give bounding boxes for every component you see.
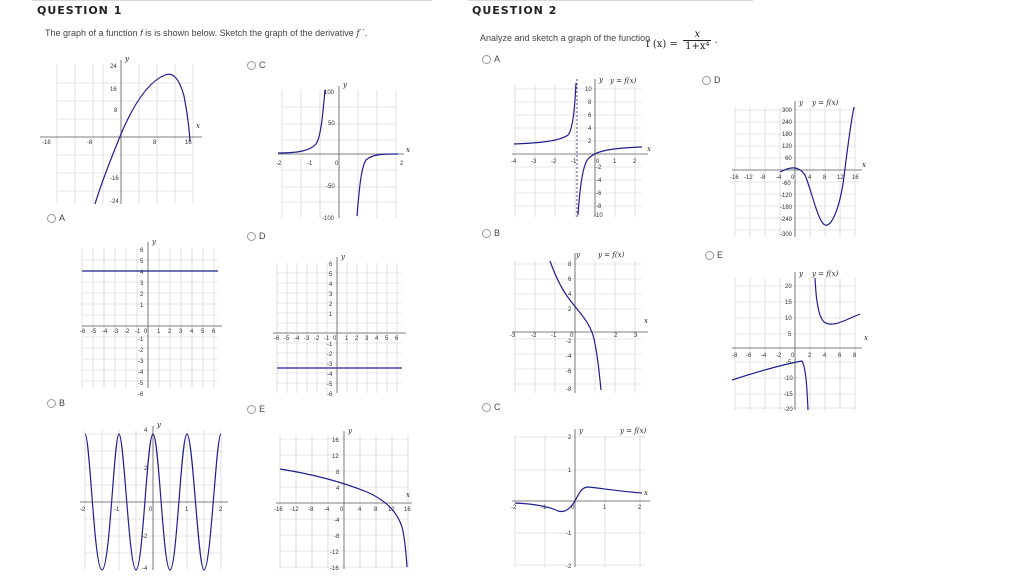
tick: 8: [853, 353, 857, 359]
tick: -1: [566, 531, 572, 537]
tick: 16: [332, 438, 339, 444]
q1-prompt-end: .: [364, 28, 367, 38]
tick: -2: [566, 564, 572, 570]
tick: 1: [140, 303, 144, 309]
tick: 8: [114, 108, 118, 114]
tick: 2: [633, 159, 637, 165]
q1-option-c[interactable]: [247, 60, 266, 70]
tick: 0: [791, 175, 795, 181]
tick: 120: [782, 144, 793, 150]
q1-graph-c: [272, 82, 412, 224]
curve-left-branch: [278, 90, 325, 153]
x-label: x: [196, 122, 200, 130]
tick: 6: [568, 277, 572, 283]
q1-prompt: [45, 28, 367, 39]
q1-option-e-label: E: [259, 404, 266, 414]
q2-graph-b: [510, 245, 655, 395]
q1-option-a[interactable]: [47, 213, 65, 223]
tick: 3: [365, 336, 369, 342]
tick: -3: [327, 362, 333, 368]
tick: -8: [566, 387, 572, 393]
q1-radio-e[interactable]: [247, 405, 256, 414]
tick: -4: [102, 329, 108, 335]
tick: -12: [290, 507, 299, 513]
curve: [515, 487, 642, 512]
curve: [550, 261, 601, 390]
tick: -20: [784, 407, 793, 413]
tick: 3: [329, 292, 333, 298]
tick: 8: [336, 470, 340, 476]
tick: 1: [613, 159, 617, 165]
y-label: y: [576, 251, 580, 259]
q1-prompt-text: The graph of a function: [45, 28, 141, 38]
tick: 4: [588, 126, 592, 132]
q2-formula: [646, 29, 718, 52]
q2-formula-lhs: f (x) =: [646, 39, 678, 50]
q1-divider: [32, 0, 432, 1]
q2-option-b-label: B: [494, 228, 501, 238]
curve-label: y = f(x): [812, 270, 839, 278]
tick: 8: [374, 507, 378, 513]
curve-right-branch: [578, 147, 642, 215]
tick: 6: [588, 113, 592, 119]
tick: -1: [571, 159, 577, 165]
q2-graph-c: [510, 425, 660, 570]
tick: -4: [596, 178, 602, 184]
x-tick-labels: [510, 333, 638, 339]
tick: -2: [124, 329, 130, 335]
tick: 2: [219, 507, 223, 513]
x-label: x: [406, 146, 410, 154]
tick: 2: [568, 307, 572, 313]
tick: -8: [334, 534, 340, 540]
curve-f: [95, 74, 190, 204]
tick: 4: [568, 292, 572, 298]
tick: 1: [185, 507, 189, 513]
curve-label: y = f(x): [610, 77, 637, 85]
q2-formula-den: 1+x⁴: [685, 41, 710, 52]
q2-option-e[interactable]: [705, 250, 723, 260]
tick: 10: [585, 87, 592, 93]
tick: -4: [294, 336, 300, 342]
tick: -6: [80, 329, 86, 335]
tick: 3: [140, 281, 144, 287]
q2-radio-e[interactable]: [705, 251, 714, 260]
tick: 0: [333, 336, 337, 342]
q2-option-c-label: C: [494, 402, 501, 412]
tick: 12: [837, 175, 844, 181]
y-label: y: [343, 81, 347, 89]
tick: -6: [746, 353, 752, 359]
tick: -4: [334, 518, 340, 524]
tick: -4: [761, 353, 767, 359]
q2-option-d[interactable]: [702, 75, 721, 85]
tick: 50: [328, 121, 335, 127]
q1-option-c-label: C: [259, 60, 266, 70]
y-tick-labels: [330, 438, 340, 572]
tick: -1: [327, 342, 333, 348]
tick: -6: [274, 336, 280, 342]
q2-option-c[interactable]: [482, 402, 501, 412]
tick: 3: [179, 329, 183, 335]
tick: 2: [568, 435, 572, 441]
tick: 100: [324, 90, 335, 96]
tick: -1: [541, 505, 547, 511]
y-tick-labels: [784, 284, 793, 413]
tick: -1: [324, 336, 330, 342]
tick: 1: [157, 329, 161, 335]
tick: 4: [375, 336, 379, 342]
q1-heading: QUESTION 1: [37, 4, 123, 17]
tick: -5: [786, 360, 792, 366]
y-tick-labels: [585, 87, 603, 219]
tick: 2: [329, 302, 333, 308]
q1-option-a-label: A: [59, 213, 66, 223]
tick: 0: [335, 161, 339, 167]
tick: 12: [332, 454, 339, 460]
tick: -1: [138, 337, 144, 343]
tick: -2: [596, 165, 602, 171]
q2-divider: [468, 0, 753, 1]
tick: 240: [782, 120, 793, 126]
tick: -3: [304, 336, 310, 342]
tick: 4: [336, 486, 340, 492]
tick: -1: [551, 333, 557, 339]
tick: -1: [114, 507, 120, 513]
tick: 4: [358, 507, 362, 513]
q2-option-e-label: E: [717, 250, 724, 260]
tick: 6: [395, 336, 399, 342]
tick: 16: [852, 175, 859, 181]
tick: -2: [314, 336, 320, 342]
q1-radio-c[interactable]: [247, 61, 256, 70]
q2-graph-e: [730, 268, 870, 413]
tick: 20: [785, 284, 792, 290]
q1-option-d[interactable]: [247, 231, 266, 241]
q1-graph-b: [80, 422, 230, 572]
curve-right-branch: [357, 154, 398, 216]
tick: -16: [330, 566, 339, 572]
q1-option-d-label: D: [259, 231, 266, 241]
y-label: y: [599, 76, 603, 84]
q2-heading: QUESTION 2: [472, 4, 558, 17]
tick: -120: [780, 193, 793, 199]
q2-graph-a: [510, 75, 655, 220]
tick: 12: [388, 507, 395, 513]
x-label: x: [864, 334, 868, 342]
q2-option-a[interactable]: [482, 54, 500, 64]
tick: 5: [329, 272, 333, 278]
tick: -240: [780, 217, 793, 223]
tick: 15: [785, 300, 792, 306]
tick: -4: [566, 354, 572, 360]
y-label: y: [341, 253, 345, 261]
tick: 6: [838, 353, 842, 359]
y-label: y: [152, 238, 156, 246]
q1-option-e[interactable]: [247, 404, 265, 414]
tick: -300: [780, 232, 793, 238]
tick: 6: [212, 329, 216, 335]
tick: 0: [149, 507, 153, 513]
q2-option-d-label: D: [714, 75, 721, 85]
tick: -5: [138, 381, 144, 387]
q2-option-a-label: A: [494, 54, 501, 64]
tick: -2: [80, 507, 86, 513]
tick: 0: [571, 505, 575, 511]
tick: -6: [596, 191, 602, 197]
tick: -2: [776, 353, 782, 359]
tick: 0: [340, 507, 344, 513]
tick: -3: [138, 359, 144, 365]
tick: 8: [588, 100, 592, 106]
tick: -2: [531, 333, 537, 339]
tick: -16: [274, 507, 283, 513]
tick: -2: [511, 505, 517, 511]
tick: 2: [614, 333, 618, 339]
q2-radio-a[interactable]: [482, 55, 491, 64]
y-tick-labels: [566, 262, 572, 393]
tick: -6: [327, 392, 333, 398]
tick: 300: [782, 108, 793, 114]
tick: -16: [110, 176, 119, 182]
grid: [515, 261, 642, 393]
tick: -6: [566, 369, 572, 375]
tick: -4: [142, 566, 148, 572]
curve-label: y = f(x): [598, 251, 625, 259]
tick: -6: [138, 392, 144, 398]
tick: 3: [634, 333, 638, 339]
tick: -10: [784, 376, 793, 382]
q2-formula-end: .: [714, 35, 718, 46]
x-label: x: [862, 161, 866, 169]
tick: -10: [594, 213, 603, 219]
tick: -8: [87, 140, 93, 146]
tick: 2: [144, 466, 148, 472]
q1-option-b-label: B: [59, 398, 66, 408]
tick: -100: [322, 216, 335, 222]
tick: -8: [596, 204, 602, 210]
tick: 8: [153, 140, 157, 146]
q1-radio-a[interactable]: [47, 214, 56, 223]
tick: 5: [201, 329, 205, 335]
grid: [515, 85, 642, 217]
tick: 0: [570, 333, 574, 339]
tick: 1: [345, 336, 349, 342]
tick: 4: [329, 282, 333, 288]
tick: -1: [135, 329, 141, 335]
tick: -5: [327, 382, 333, 388]
tick: 4: [823, 353, 827, 359]
x-tick-labels: [732, 353, 857, 359]
x-label: x: [647, 145, 651, 153]
x-label: x: [644, 489, 648, 497]
tick: 2: [355, 336, 359, 342]
q1-prompt-f: f: [140, 28, 143, 38]
tick: 6: [140, 248, 144, 254]
tick: -12: [744, 175, 753, 181]
x-label: x: [406, 491, 410, 499]
grid: [277, 263, 402, 393]
tick: -16: [730, 175, 739, 181]
tick: 2: [400, 161, 404, 167]
q2-option-b[interactable]: [482, 228, 500, 238]
tick: 4: [140, 270, 144, 276]
y-label: y: [799, 99, 803, 107]
tick: -8: [308, 507, 314, 513]
tick: -4: [324, 507, 330, 513]
tick: 6: [329, 262, 333, 268]
tick: -5: [91, 329, 97, 335]
tick: -4: [138, 370, 144, 376]
tick: 1: [329, 312, 333, 318]
tick: 2: [140, 292, 144, 298]
tick: -2: [551, 159, 557, 165]
tick: -5: [284, 336, 290, 342]
tick: 24: [110, 64, 117, 70]
q2-radio-c[interactable]: [482, 403, 491, 412]
tick: 16: [110, 87, 117, 93]
curve-derivative: [280, 469, 407, 567]
x-label: x: [644, 317, 648, 325]
tick: 2: [808, 353, 812, 359]
tick: 4: [190, 329, 194, 335]
q1-prompt-fprime: f ′: [356, 29, 365, 39]
tick: 8: [568, 262, 572, 268]
tick: 16: [185, 140, 192, 146]
tick: -3: [531, 159, 537, 165]
tick: -24: [110, 199, 119, 205]
q2-radio-b[interactable]: [482, 229, 491, 238]
q1-option-b[interactable]: [47, 398, 65, 408]
tick: -3: [113, 329, 119, 335]
y-label: y: [125, 55, 129, 63]
tick: -2: [327, 352, 333, 358]
x-tick-labels: [511, 159, 637, 165]
tick: -4: [776, 175, 782, 181]
x-tick-labels: [274, 336, 399, 342]
tick: -50: [326, 184, 335, 190]
tick: 5: [140, 259, 144, 265]
tick: 2: [168, 329, 172, 335]
tick: -2: [142, 534, 148, 540]
q1-radio-d[interactable]: [247, 232, 256, 241]
tick: 16: [404, 507, 411, 513]
tick: -2: [276, 161, 282, 167]
curve-left-branch: [514, 83, 576, 144]
tick: -4: [327, 372, 333, 378]
tick: 8: [823, 175, 827, 181]
q2-formula-num: x: [683, 29, 711, 41]
y-label: y: [157, 421, 161, 429]
tick: 2: [638, 505, 642, 511]
curve-left-branch: [732, 361, 808, 410]
tick: 1: [568, 468, 572, 474]
y-label: y: [348, 427, 352, 435]
tick: 4: [144, 428, 148, 434]
tick: -15: [784, 392, 793, 398]
tick: -2: [138, 348, 144, 354]
q2-graph-d: [730, 97, 870, 242]
tick: 4: [808, 175, 812, 181]
q2-radio-d[interactable]: [702, 76, 711, 85]
y-tick-labels: [327, 262, 333, 398]
tick: -8: [760, 175, 766, 181]
q1-prompt-text2: is is shown below. Sketch the graph of the derivative: [142, 28, 357, 38]
tick: 5: [788, 332, 792, 338]
q2-prompt: Analyze and sketch a graph of the function: [480, 33, 651, 43]
tick: 5: [385, 336, 389, 342]
q1-graph-e: [272, 427, 414, 572]
curve-label: y = f(x): [620, 427, 647, 435]
tick: 10: [785, 316, 792, 322]
tick: 0: [144, 329, 148, 335]
y-label: y: [799, 270, 803, 278]
tick: 0: [791, 353, 795, 359]
tick: -12: [330, 550, 339, 556]
q1-graph-a: [82, 238, 227, 398]
tick: -8: [732, 353, 738, 359]
q1-radio-b[interactable]: [47, 399, 56, 408]
y-tick-labels: [780, 108, 793, 238]
tick: -1: [307, 161, 313, 167]
tick: 180: [782, 132, 793, 138]
curve-label: y = f(x): [812, 99, 839, 107]
tick: -4: [511, 159, 517, 165]
tick: -60: [782, 181, 791, 187]
tick: 2: [588, 139, 592, 145]
grid: [82, 248, 218, 388]
q1-given-graph: [40, 56, 220, 206]
tick: -16: [42, 140, 51, 146]
tick: -180: [780, 205, 793, 211]
q1-graph-d: [270, 253, 412, 398]
tick: 1: [603, 505, 607, 511]
y-label: y: [579, 427, 583, 435]
curve-right-branch: [815, 278, 860, 324]
tick: -3: [510, 333, 516, 339]
tick: 0: [596, 159, 600, 165]
tick: -2: [566, 339, 572, 345]
grid: [57, 64, 193, 204]
tick: 60: [785, 156, 792, 162]
